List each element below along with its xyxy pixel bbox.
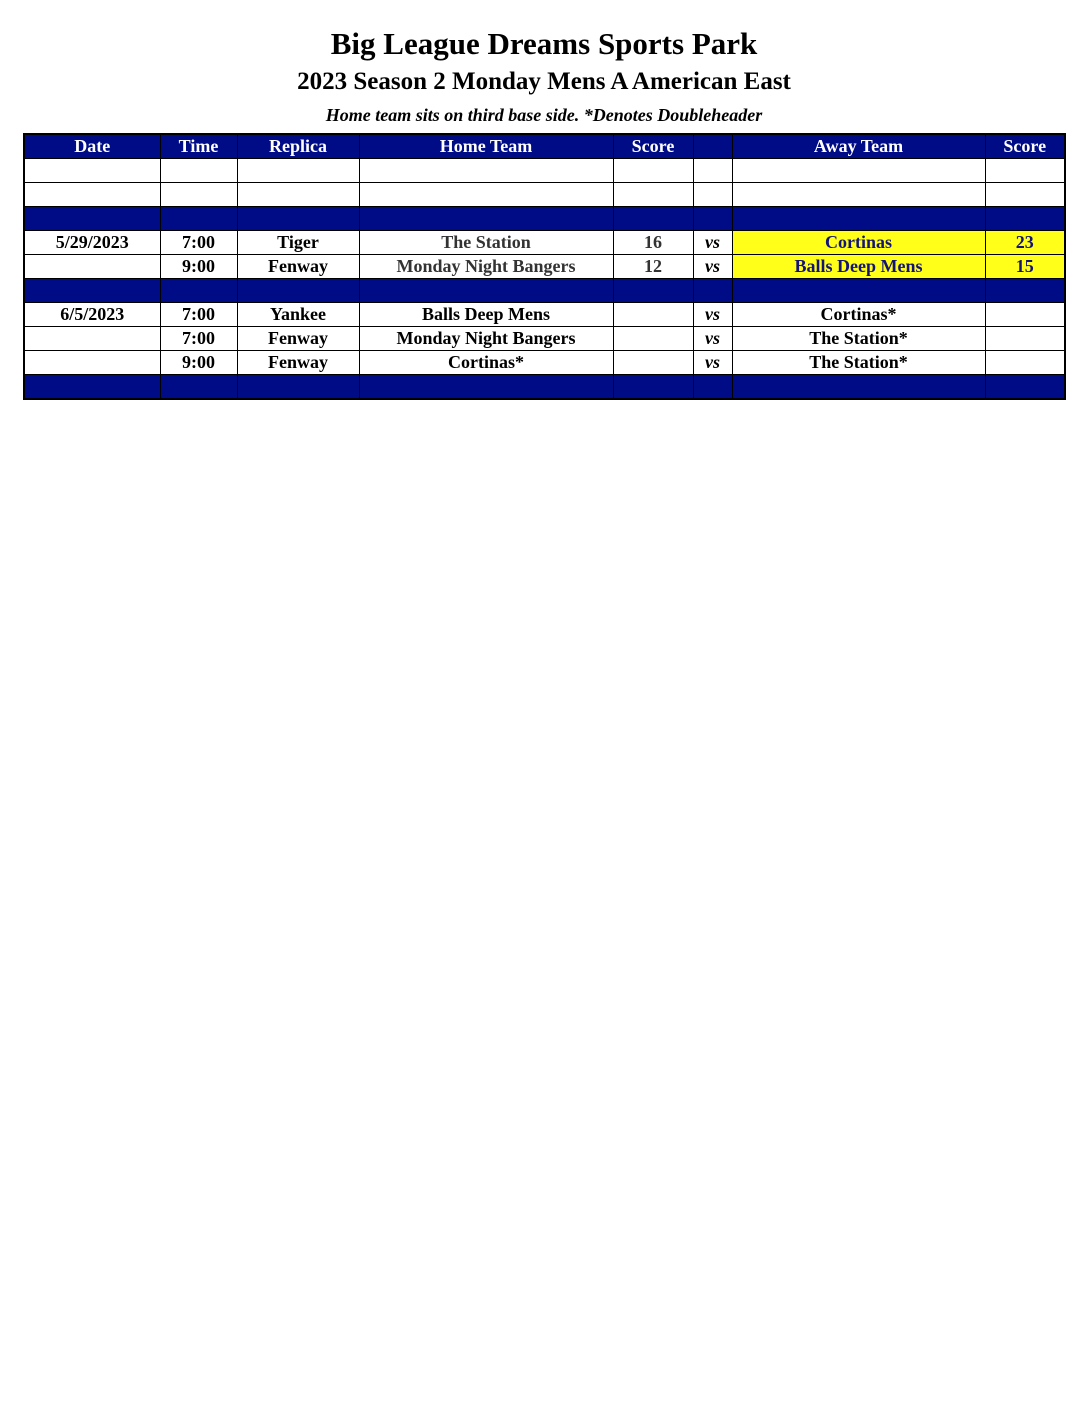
replica-cell	[237, 159, 359, 183]
schedule-body	[24, 159, 1065, 400]
vs-cell	[693, 279, 732, 303]
column-header-vs	[693, 134, 732, 159]
vs-cell: vs	[693, 327, 732, 351]
away-score-cell	[985, 375, 1065, 400]
league-subtitle: 2023 Season 2 Monday Mens A American East	[297, 68, 791, 95]
game-row	[24, 255, 1065, 279]
away-team-cell	[732, 159, 985, 183]
away-score-cell	[985, 327, 1065, 351]
game-row	[24, 231, 1065, 255]
time-cell: 7:00	[160, 327, 237, 351]
header-row	[24, 134, 1065, 159]
column-header-away-score: Score	[985, 134, 1065, 159]
vs-cell: vs	[693, 351, 732, 375]
time-cell: 7:00	[160, 231, 237, 255]
home-team-cell: Balls Deep Mens	[359, 303, 613, 327]
home-score-cell	[613, 375, 693, 400]
time-cell	[160, 207, 237, 231]
replica-cell: Tiger	[237, 231, 359, 255]
vs-cell: vs	[693, 303, 732, 327]
date-cell: 6/5/2023	[24, 303, 160, 327]
game-row	[24, 303, 1065, 327]
away-score-cell	[985, 279, 1065, 303]
home-score-cell: 16	[613, 231, 693, 255]
home-team-cell: The Station	[359, 231, 613, 255]
away-team-cell: Cortinas	[732, 231, 985, 255]
away-score-cell	[985, 183, 1065, 207]
vs-cell	[693, 159, 732, 183]
replica-cell: Fenway	[237, 351, 359, 375]
away-team-cell: The Station*	[732, 351, 985, 375]
replica-cell: Yankee	[237, 303, 359, 327]
vs-cell: vs	[693, 231, 732, 255]
home-score-cell	[613, 351, 693, 375]
home-score-cell	[613, 279, 693, 303]
column-header-time: Time	[160, 134, 237, 159]
replica-cell	[237, 183, 359, 207]
separator-row	[24, 375, 1065, 400]
home-team-cell: Monday Night Bangers	[359, 327, 613, 351]
time-cell	[160, 183, 237, 207]
time-cell	[160, 375, 237, 400]
away-score-cell: 15	[985, 255, 1065, 279]
home-score-cell	[613, 327, 693, 351]
time-cell	[160, 159, 237, 183]
home-score-cell	[613, 159, 693, 183]
vs-cell	[693, 183, 732, 207]
date-cell	[24, 183, 160, 207]
date-cell	[24, 279, 160, 303]
vs-cell	[693, 207, 732, 231]
away-team-cell: The Station*	[732, 327, 985, 351]
blank-row	[24, 183, 1065, 207]
away-team-cell	[732, 279, 985, 303]
home-score-cell: 12	[613, 255, 693, 279]
home-team-cell	[359, 207, 613, 231]
column-header-home-score: Score	[613, 134, 693, 159]
game-row	[24, 327, 1065, 351]
blank-row	[24, 159, 1065, 183]
replica-cell	[237, 279, 359, 303]
separator-row	[24, 207, 1065, 231]
column-header-home-team: Home Team	[359, 134, 613, 159]
schedule-table	[23, 133, 1066, 400]
game-row	[24, 351, 1065, 375]
date-cell	[24, 255, 160, 279]
away-score-cell: 23	[985, 231, 1065, 255]
column-header-replica: Replica	[237, 134, 359, 159]
time-cell: 9:00	[160, 351, 237, 375]
away-team-cell	[732, 207, 985, 231]
home-team-cell: Cortinas*	[359, 351, 613, 375]
away-team-cell	[732, 183, 985, 207]
date-cell	[24, 375, 160, 400]
date-cell	[24, 207, 160, 231]
home-team-cell	[359, 375, 613, 400]
column-header-date: Date	[24, 134, 160, 159]
away-score-cell	[985, 351, 1065, 375]
home-score-cell	[613, 303, 693, 327]
column-header-away-team: Away Team	[732, 134, 985, 159]
replica-cell	[237, 375, 359, 400]
home-team-cell: Monday Night Bangers	[359, 255, 613, 279]
time-cell: 9:00	[160, 255, 237, 279]
page-title: Big League Dreams Sports Park	[330, 26, 758, 61]
date-cell: 5/29/2023	[24, 231, 160, 255]
doubleheader-note: Home team sits on third base side. *Denotes Doubleheader	[325, 105, 763, 125]
date-cell	[24, 351, 160, 375]
time-cell: 7:00	[160, 303, 237, 327]
home-score-cell	[613, 207, 693, 231]
home-team-cell	[359, 279, 613, 303]
away-score-cell	[985, 159, 1065, 183]
home-score-cell	[613, 183, 693, 207]
home-team-cell	[359, 159, 613, 183]
away-team-cell: Cortinas*	[732, 303, 985, 327]
time-cell	[160, 279, 237, 303]
separator-row	[24, 279, 1065, 303]
away-team-cell	[732, 375, 985, 400]
away-score-cell	[985, 303, 1065, 327]
away-score-cell	[985, 207, 1065, 231]
away-team-cell: Balls Deep Mens	[732, 255, 985, 279]
replica-cell: Fenway	[237, 255, 359, 279]
replica-cell	[237, 207, 359, 231]
vs-cell: vs	[693, 255, 732, 279]
vs-cell	[693, 375, 732, 400]
date-cell	[24, 159, 160, 183]
replica-cell: Fenway	[237, 327, 359, 351]
home-team-cell	[359, 183, 613, 207]
date-cell	[24, 327, 160, 351]
